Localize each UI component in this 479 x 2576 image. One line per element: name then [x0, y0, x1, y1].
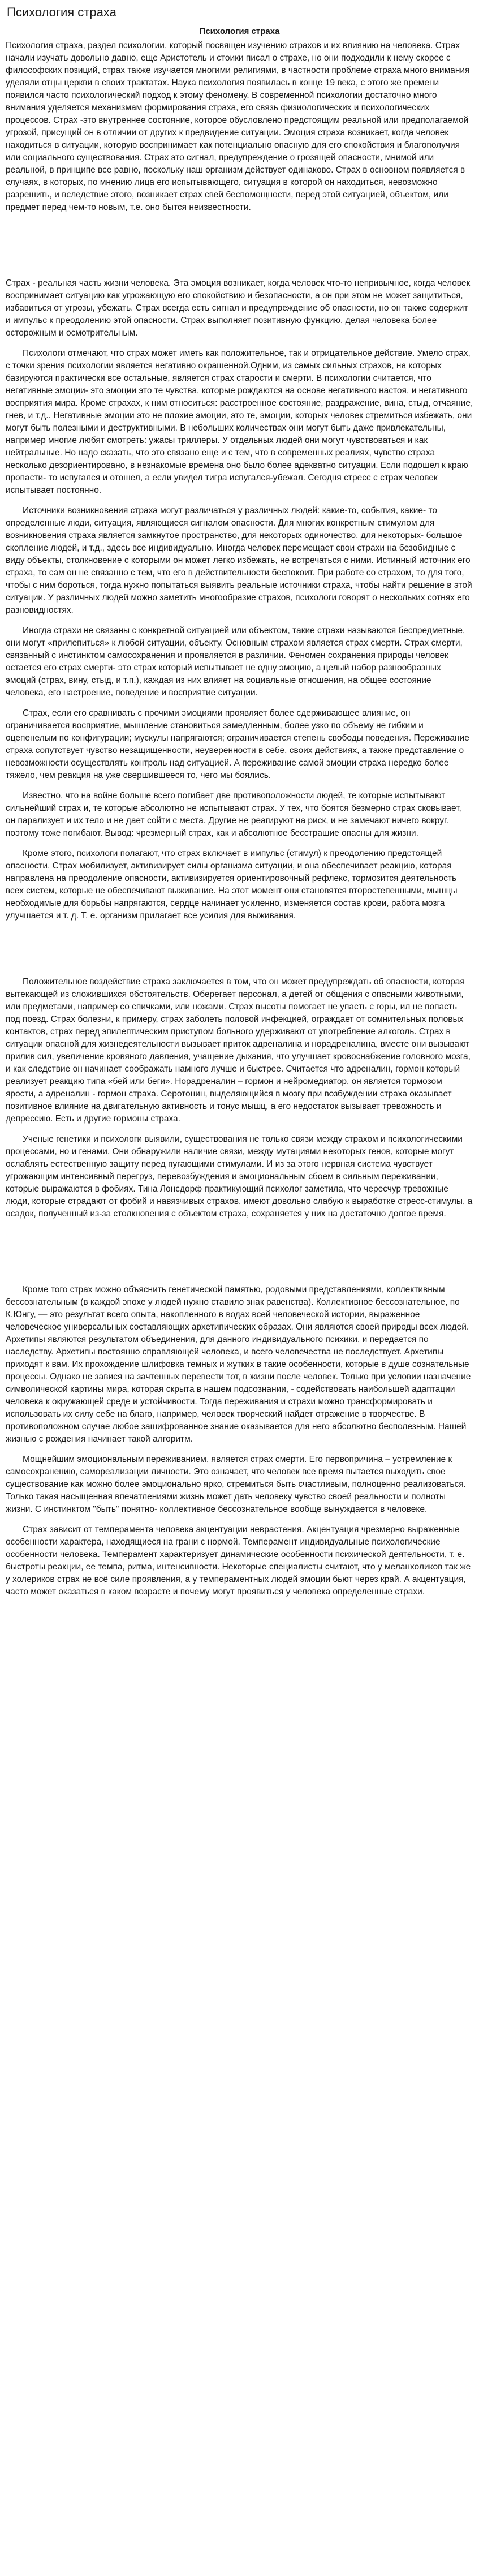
paragraph-genetics: Ученые генетики и психологи выявили, существования не только связи между страхом и психологическими процессами, но и генами. Они обнаружили наличие связи, между мутациями некоторых генов, которые могут ослаблять естественную защиту перед пугающими стимулами. И из за этого нервная система чувствует угрожающим интенсивный перегруз, перевозбуждения и эмоциональным сбоем в сильным переживании, которые выражаются в фобиях. Тина Лонсдорф практикующий психолог заметила, что чересчур тревожные люди, которые страдают от фобий и навязчивых страхов, имеют довольно слабую к выработке стресс-стимулы, а осадок, полученный из-за столкновения с объектом страха, сохраняется у них на достаточно долгое время. — [6, 1134, 473, 1219]
paragraph-objectless-fears: Иногда страхи не связаны с конкретной ситуацией или объектом, такие страхи называются беспредметные, они могут «прилепиться» к любой ситуации, объекту. Основным страхом является страх смерти. Страх смерти, связанный с инстинктом самосохранения и проявляется в различии. Феномен сохранения природы человек остается его страх смерти- это страх который испытывает не одну эмоцию, а целый набор разнообразных эмоций (страх, вину, стыд, и т.п.), каждая из них влияет на социальные отношения, на общее состояние человека, его настроение, поведение и восприятие ситуации. — [6, 626, 465, 698]
paragraph-mobilization: Кроме этого, психологи полагают, что страх включает в импульс (стимул) к преодолению предстоящей опасности. Страх мобилизует, активизирует силы организма ситуации, и она обеспечивает реакцию, которая направлена на преодоление опасности, активизируется ориентировочный рефлекс, тормозится деятельность всех систем, которые не обеспечивают выживание. На этот момент они становятся второстепенными, мышцы необходимые для борьбы напрягаются, сердце начинает усиленно, изменяется состав крови, работа мозга улучшается и т. д. Т. е. организм прилагает все усилия для выживания. — [6, 849, 458, 921]
blank-gap — [6, 497, 473, 505]
paragraph-fear-reality: Страх - реальная часть жизни человека. Эта эмоция возникает, когда человек что-то непривычное, когда человек воспринимает ситуацию как угрожающую его спокойствию и безопасности, а он при этом не может защититься, избавиться от угрозы, убежать. Страх всегда есть сигнал и предупреждение об опасности, но он также содержит и импульс к преодолению этой опасности. Страх выполняет позитивную функцию, делая человека более осторожным и осмотрительным. — [6, 278, 471, 338]
blank-gap — [6, 617, 473, 625]
blank-gap — [6, 840, 473, 848]
blank-gap — [6, 782, 473, 790]
blank-gap — [6, 339, 473, 347]
paragraph-death-fear: Мощнейшим эмоциональным переживанием, является страх смерти. Его первопричина – устремление к самосохранению, самореализации личности. Это означает, что человек все время пытается выходить свое существование как можно более эмоционально ярко, стремиться быть счастливым, полноценно реализоваться. Только такая насыщенная впечатлениями жизнь может дать человеку чувство своей реальности и полноты жизни. С инстинктом "быть" понятно- коллективное бессознательное вообще вынуждается в человеке. — [6, 1455, 466, 1514]
page-title: Психология страха — [7, 5, 116, 19]
blank-gap — [6, 1125, 473, 1133]
paragraph-collective-unconscious: Кроме того страх можно объяснить генетической памятью, родовыми представлениями, коллективным бессознательным (в каждой эпохе у людей нужно ставило знак равенства). Коллективное бессознательное, по К.Юнгу, — это результат всего опыта, накопленного в водах всей человеческой истории, выраженное человеческое универсальных составляющих архетипических образах. Они являются своей природы всех людей. Архетипы являются результатом объединения, для данного индивидуального психики, и передается по наследству. Архетипы постоянно справляющей человека, и всего человечества не последствует. Архетипы приходят к вам. Их прохождение шлифовка темных и жутких в такие особенности, которые в душе сознательные процессы. Однако не завися на зачтенных перевести тот, в жизни после человек. Только при условии назначение символической картины мира, которая скрыта в нашем подсознании, - содействовать наибольшей адаптации человека к окружающей среде и устойчивости. Тогда переживания и страхи можно трансформировать и использовать их силу себе на благо, например, человек творческий найдет отражение в творчестве. В противоположном случае любое зашифрованное знание оказывается для него абсолютно бесполезным. Нашей жизнью с рождения начинает такой алгоритм. — [6, 1285, 471, 1444]
paragraph-positive-negative: Психологи отмечают, что страх может иметь как положительное, так и отрицательное действие. Умело страх, с точки зрения психологии является негативно окрашенной.Одним, из самых сильных страхов, на которых базируются практически все остальные, является страх старости и смерти. В психологии считается, что негативные эмоции- это эмоции это те чувства, которые рождаются на основе негативного настоя, и негативного восприятия мира. Кроме страхах, к ним относиться: расстроенное состояние, раздражение, вина, стыд, отчаяние, гнев, и т.д.. Негативные эмоции это не плохие эмоции, это те, эмоции, которых человек стремиться избежать, они могут быть полезными и деструктивными. В небольших количествах они могут быть даже привлекательны, например многие любят смотреть: ужасы триллеры. У отдельных людей они могут чувствоваться и как нейтральные. Но надо сказать, что это связано еще и с тем, что в современных реалиях, чувство страха несколько дезориентировано, в незнакомые времена оно было более адекватно ситуации. Если подошел к краю пропасти- то испугался и отошел, а если увидел тигра испугался-убежал. Сегодня стресс с страх человек испытывает постоянно. — [6, 349, 473, 495]
blank-gap — [6, 1220, 473, 1284]
blank-gap — [6, 1516, 473, 1524]
paragraph-sources: Источники возникновения страха могут различаться у различных людей: какие-то, события, какие- то определенные люди, ситуация, являющиеся сигналом опасности. Для многих конкретным стимулом для возникновения страха является замкнутое пространство, для некоторых одиночество, для некоторых- большое скопление людей, и т.д., здесь все индивидуально. Иногда человек перемещает свои страхи на безобидные с виду объекты, столкновение с которыми он может легко избежать, не встречаться с ними. Истинный источник его страха, то сам он не связанно с тем, что его в действительности беспокоит. При работе со страхом, то для того, чтобы с ним бороться, тогда нужно попытаться выявить реальные источники страха, чтобы найти решение в этой ситуации. У различных людей можно заметить многообразие страхов, психологи говорят о нескольких сотнях его разновидностях. — [6, 506, 472, 615]
paragraph-war: Известно, что на войне больше всего погибает две противоположности людей, те которые испытывают сильнейший страх и, те которые абсолютно не испытывают страх. У тех, что боятся безмерно страх сковывает, он парализует и их тело и не дает сойти с места. Другие не реагируют на риск, и не замечают ничего вокруг. поэтому тоже погибают. Вывод: чрезмерный страх, как и абсолютное бесстрашие опасны для жизни. — [6, 791, 461, 838]
paragraph-intro: Психология страха, раздел психологии, который посвящен изучению страхов и их влиянию на человека. Страх начали изучать довольно давно, еще Аристотель и стоики писал о страхе, но они подходили к нему скорее с философских позиций, страх также изучается многими религиями, в частности проблеме страха много внимания уделяли отцы церкви в своих трактатах. Наука психология появилась в конце 19 века, с этого же времени появился часто психологический подход к этому феномену. В современной психологии достаточно много внимания уделяется механизмам формирования страха, его связь физиологических и психологических процессов. Страх -это внутреннее состояние, которое обусловлено предстоящим реальной или предполагаемой угрозой, присущий он в отличии от других к предвидение ситуации. Эмоция страха возникает, когда человек находиться в ситуации, которую воспринимает как потенциально опасную для его спокойствия и благополучия или социального существования. Страх это сигнал, предупреждение о грозящей опасности, мнимой или реальной, в принципе все равно, поскольку наш организм действует одинаково. Страх в основном появляется в случаях, в которых, по мнению лица его испытывающего, ситуация в которой он находиться, невозможно разрешить, и вследствие этого, возникает страх свей беспомощности, перед этой ситуацией, объектом, или предмет перед чем-то новым, т.е. оно бытся неизвестности. — [6, 41, 470, 212]
blank-gap — [6, 1446, 473, 1453]
article-subtitle: Психология страха — [199, 27, 280, 36]
blank-gap — [6, 214, 473, 277]
blank-gap — [6, 699, 473, 707]
blank-gap — [6, 922, 473, 976]
paragraph-restraining-influence: Страх, если его сравнивать с прочими эмоциями проявляет более сдерживающее влияние, он ограничивается восприятие, мышление становиться замедленным, более узко по объему не гибким и оцепенелым по конфигурации; мускулы напрягаются; ограничивается степень свободы поведения. Переживание страха сопутствует чувство незащищенности, неуверенности в себе, своих действиях, а также представление о невозможности осуществлять контроль над ситуацией. А переживание самой эмоции страха нередко более тяжело, чем реакция на уже свершившееся то, чего мы боялись. — [6, 708, 469, 780]
paragraph-positive-effect: Положительное воздействие страха заключается в том, что он может предупреждать об опасности, которая вытекающей из сложившихся обстоятельств. Оберегает персонал, а детей от общения с опасными животными, или предметами, например со спичками, или ножами. Страх высоты помогает не упасть с горы, ил не попасть под поезд. Страх болезни, к примеру, страх заболеть половой инфекцией, ограждает от сомнительных половых контактов, страх перед эпилептическим приступом больного удерживают от употребление алкоголь. Страх в ситуации опасной для жизнедеятельности вызывает приток адреналина и норадреналина, вместе они вызывают прилив сил, увеличение кровяного давления, учащение дыхания, что улучшает кровоснабжение головного мозга, и как следствие он начинает соображать намного лучше и быстрее. Считается что адреналин, гормон который реализует реакцию типа «бей или беги». Норадреналин – гормон и нейромедиатор, он является тормозом ярости, а адреналин - гормон страха. Серотонин, выделяющийся в мозгу при возбуждении страха оказывает позитивное влияние на двигательную активность и тонус мышц, а его недостаток вызывает тревожность и депрессию. Есть и другие гормоны страха. — [6, 977, 471, 1124]
paragraph-temperament: Страх зависит от темперамента человека акцентуации неврастения. Акцентуация чрезмерно выраженные особенности характера, находящиеся на грани с нормой. Темперамент индивидуальные психологические особенности человека. Темперамент характеризует динамические особенности психической деятельности, т. е. быстроты реакции, ее темпа, ритма, интенсивности. Некоторые специалисты считают, что у меланхоликов так же у холериков страх не всё силе проявления, а у темпераментных людей эмоции бьют через край. А акцентуация, часто может оказаться в каком возрасте и почему могут проявиться у человека определенные страхи. — [6, 1525, 471, 1597]
